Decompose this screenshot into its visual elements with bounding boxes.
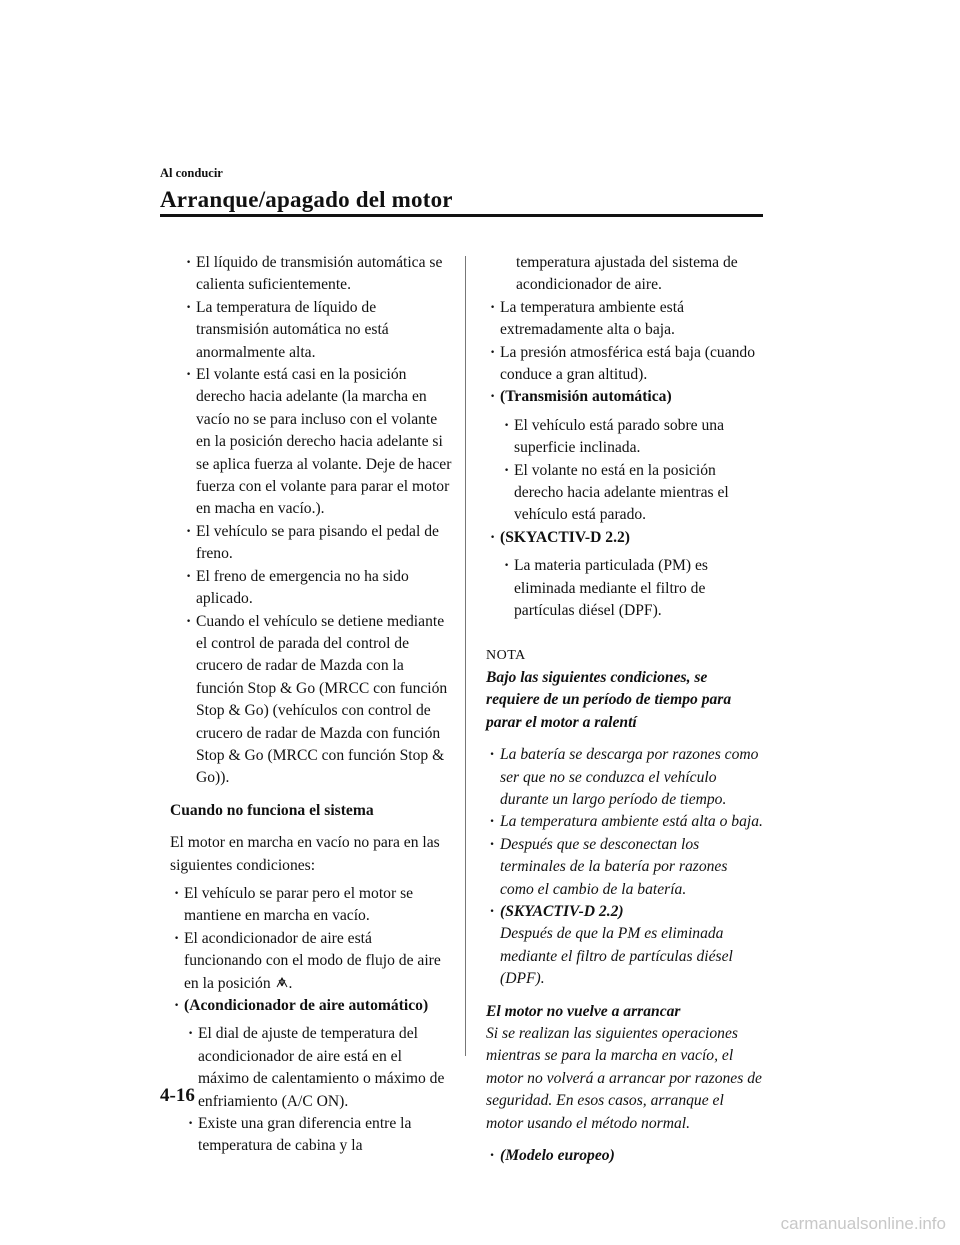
continued-text: temperatura ajustada del sistema de acondicionador de aire. — [516, 254, 738, 294]
note-heading: Bajo las siguientes condiciones, se requiere de un período de tiempo para parar el motor a ralentí — [486, 668, 732, 731]
list-item: · Cuando el vehículo se detiene mediante el control de parada del control de crucero de radar de Mazda con la función Stop & Go (MRCC con función Stop & Go) (vehículos con control de crucero de radar de Mazda con función Stop & Go (MRCC con función Stop & Go)). — [184, 611, 452, 790]
airflow-mode-icon — [275, 975, 289, 989]
list-item: · (Acondicionador de aire automático) — [172, 995, 452, 1017]
note-item-text: Después de que la PM es eliminada mediante el filtro de partículas diésel (DPF). — [500, 925, 733, 988]
list-item: · El líquido de transmisión automática se calienta suficientemente. — [184, 252, 452, 297]
header-rule — [160, 214, 763, 217]
list-item-text: El acondicionador de aire está funcionando con el modo de flujo de aire en la posición — [184, 929, 441, 992]
list-item: · El freno de emergencia no ha sido aplicado. — [184, 566, 452, 611]
list-item-end: . — [288, 974, 293, 992]
list-item: · La presión atmosférica está baja (cuando conduce a gran altitud). — [488, 342, 764, 387]
list-item — [172, 928, 452, 995]
note-subheading: El motor no vuelve a arrancar — [486, 1002, 681, 1020]
note-paragraph: Si se realizan las siguientes operaciones mientras se para la marcha en vacío, el motor no volverá a arrancar por razones de seguridad. En esos casos, arranque el motor usando el método normal. — [486, 1025, 762, 1132]
column-divider — [465, 256, 466, 1056]
note-label: NOTA — [486, 647, 526, 663]
note-item: · (SKYACTIV-D 2.2) — [488, 901, 764, 923]
list-item: · El volante está casi en la posición derecho hacia adelante (la marcha en vacío no se para incluso con el volante en la posición derecho hacia adelante si se aplica fuerza al volante. Deje de hacer fuerza con el volante para parar el motor en macha en vacío.). — [184, 364, 452, 521]
section-heading: Cuando no funciona el sistema — [170, 801, 374, 819]
sub-list-item: · El volante no está en la posición derecho hacia adelante mientras el vehículo está parado. — [502, 460, 764, 527]
sub-list-item: · El vehículo está parado sobre una superficie inclinada. — [502, 415, 764, 460]
page-header — [160, 166, 453, 213]
sub-list-item: · La materia particulada (PM) es eliminada mediante el filtro de partículas diésel (DPF). — [502, 555, 764, 622]
note-item: · Después que se desconectan los terminales de la batería por razones como el cambio de la batería. — [488, 834, 764, 901]
list-item: · La temperatura ambiente está extremadamente alta o baja. — [488, 297, 764, 342]
section-label: Al conducir — [160, 166, 223, 180]
note-item: · La batería se descarga por razones como ser que no se conduzca el vehículo durante un largo período de tiempo. — [488, 744, 764, 811]
page-number: 4-16 — [160, 1085, 195, 1106]
right-column — [486, 252, 764, 1167]
sub-list-item: · Existe una gran diferencia entre la temperatura de cabina y la — [186, 1113, 452, 1158]
list-item: · (Transmisión automática) — [488, 386, 764, 408]
paragraph: El motor en marcha en vacío no para en las siguientes condiciones: — [170, 834, 440, 874]
sub-list-item: · El dial de ajuste de temperatura del acondicionador de aire está en el máximo de calentamiento o máximo de enfriamiento (A/C ON). — [186, 1023, 452, 1113]
note-item: · (Modelo europeo) — [488, 1145, 764, 1167]
watermark: carmanualsonline.info — [780, 1214, 946, 1233]
note-item: · La temperatura ambiente está alta o baja. — [488, 811, 764, 833]
left-column — [170, 252, 452, 1158]
list-item: · El vehículo se para pisando el pedal de freno. — [184, 521, 452, 566]
list-item: · El vehículo se parar pero el motor se mantiene en marcha en vacío. — [172, 883, 452, 928]
list-item: · La temperatura de líquido de transmisión automática no está anormalmente alta. — [184, 297, 452, 364]
list-item: · (SKYACTIV-D 2.2) — [488, 527, 764, 549]
page-title: Arranque/apagado del motor — [160, 187, 453, 212]
